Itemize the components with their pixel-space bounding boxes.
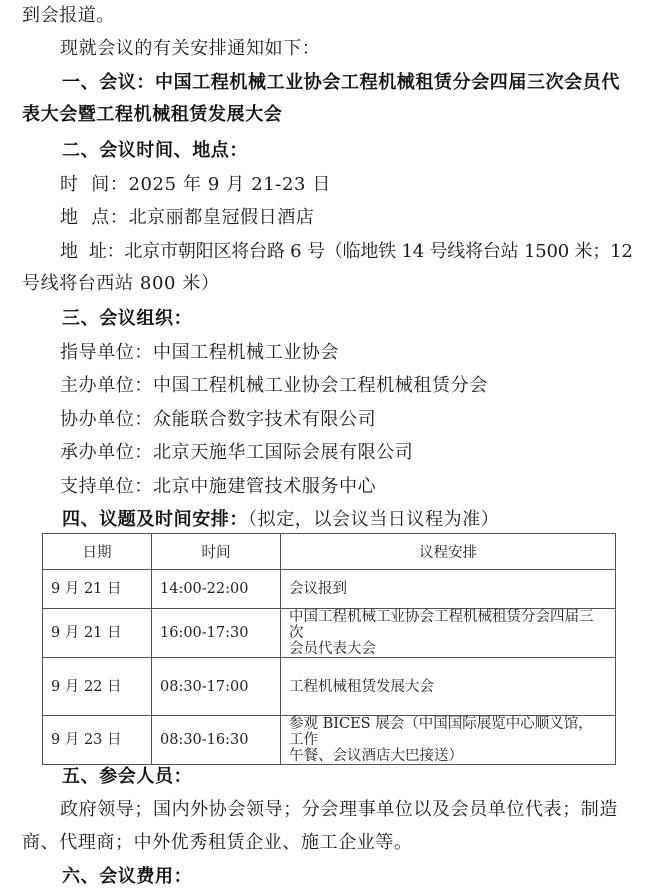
section-4-heading: 四、议题及时间安排： xyxy=(62,509,248,530)
org-host-unit: 主办单位：中国工程机械工业协会工程机械租赁分会 xyxy=(60,375,488,396)
agenda-item-line1: 参观 BICES 展会（中国国际展览中心顺义馆，工作 xyxy=(289,716,593,748)
section-4-note: （拟定，以会议当日议程为准） xyxy=(248,509,500,530)
row-time: 08:30-16:30 xyxy=(152,716,281,765)
row-time: 08:30-17:00 xyxy=(152,658,281,716)
header-date: 日期 xyxy=(43,534,152,570)
table-row xyxy=(43,658,616,716)
section-6-heading: 六、会议费用： xyxy=(62,866,193,887)
row-agenda-item xyxy=(281,658,616,716)
meeting-place: 地 点：北京丽都皇冠假日酒店 xyxy=(60,207,315,228)
agenda-item-line1: 工程机械租赁发展大会 xyxy=(289,678,434,695)
org-support-unit: 支持单位：北京中施建管技术服务中心 xyxy=(60,476,377,497)
row-time: 16:00-17:30 xyxy=(152,609,281,658)
paragraph-intro: 现就会议的有关安排通知如下： xyxy=(60,38,321,59)
paragraph-arrival: 到会报道。 xyxy=(22,5,115,26)
agenda-table xyxy=(42,533,616,765)
agenda-item-line1: 中国工程机械工业协会工程机械租赁分会四届三次 xyxy=(289,609,594,641)
section-1-meeting-line1: 一、会议：中国工程机械工业协会工程机械租赁分会四届三次会员代 xyxy=(62,72,620,93)
section-4-heading-row xyxy=(62,509,499,531)
row-date: 9 月 22 日 xyxy=(43,658,152,716)
section-2-heading: 二、会议时间、地点： xyxy=(62,140,248,161)
table-row xyxy=(43,609,616,658)
row-agenda-item xyxy=(281,609,616,658)
meeting-time: 时 间：2025 年 9 月 21-23 日 xyxy=(60,174,332,195)
table-row xyxy=(43,570,616,609)
attendees-line2: 商、代理商；中外优秀租赁企业、施工企业等。 xyxy=(22,832,413,853)
row-agenda-item xyxy=(281,570,616,609)
section-1-meeting-line2: 表大会暨工程机械租赁发展大会 xyxy=(22,104,283,125)
row-date: 9 月 23 日 xyxy=(43,716,152,765)
org-guide-unit: 指导单位：中国工程机械工业协会 xyxy=(60,342,339,363)
row-time: 14:00-22:00 xyxy=(152,570,281,609)
row-date: 9 月 21 日 xyxy=(43,609,152,658)
row-date: 9 月 21 日 xyxy=(43,570,152,609)
section-3-heading: 三、会议组织： xyxy=(62,308,193,329)
section-5-heading: 五、参会人员： xyxy=(62,766,193,787)
table-row xyxy=(43,716,616,765)
agenda-item-line1: 会议报到 xyxy=(289,581,347,597)
org-cohost-unit: 协办单位：众能联合数字技术有限公司 xyxy=(60,409,377,430)
meeting-address-line2: 号线将台西站 800 米） xyxy=(22,273,220,294)
org-organizer-unit: 承办单位：北京天施华工国际会展有限公司 xyxy=(60,442,414,463)
header-time: 时间 xyxy=(152,534,281,570)
meeting-address-line1: 地 址：北京市朝阳区将台路 6 号（临地铁 14 号线将台站 1500 米；12 xyxy=(60,241,633,262)
agenda-item-line2: 午餐、会议酒店大巴接送） xyxy=(289,748,463,764)
row-agenda-item xyxy=(281,716,616,765)
attendees-line1: 政府领导；国内外协会领导；分会理事单位以及会员单位代表；制造 xyxy=(60,799,618,820)
header-agenda: 议程安排 xyxy=(281,534,616,570)
agenda-header-row xyxy=(43,534,616,570)
agenda-item-line2: 会员代表大会 xyxy=(289,641,376,657)
